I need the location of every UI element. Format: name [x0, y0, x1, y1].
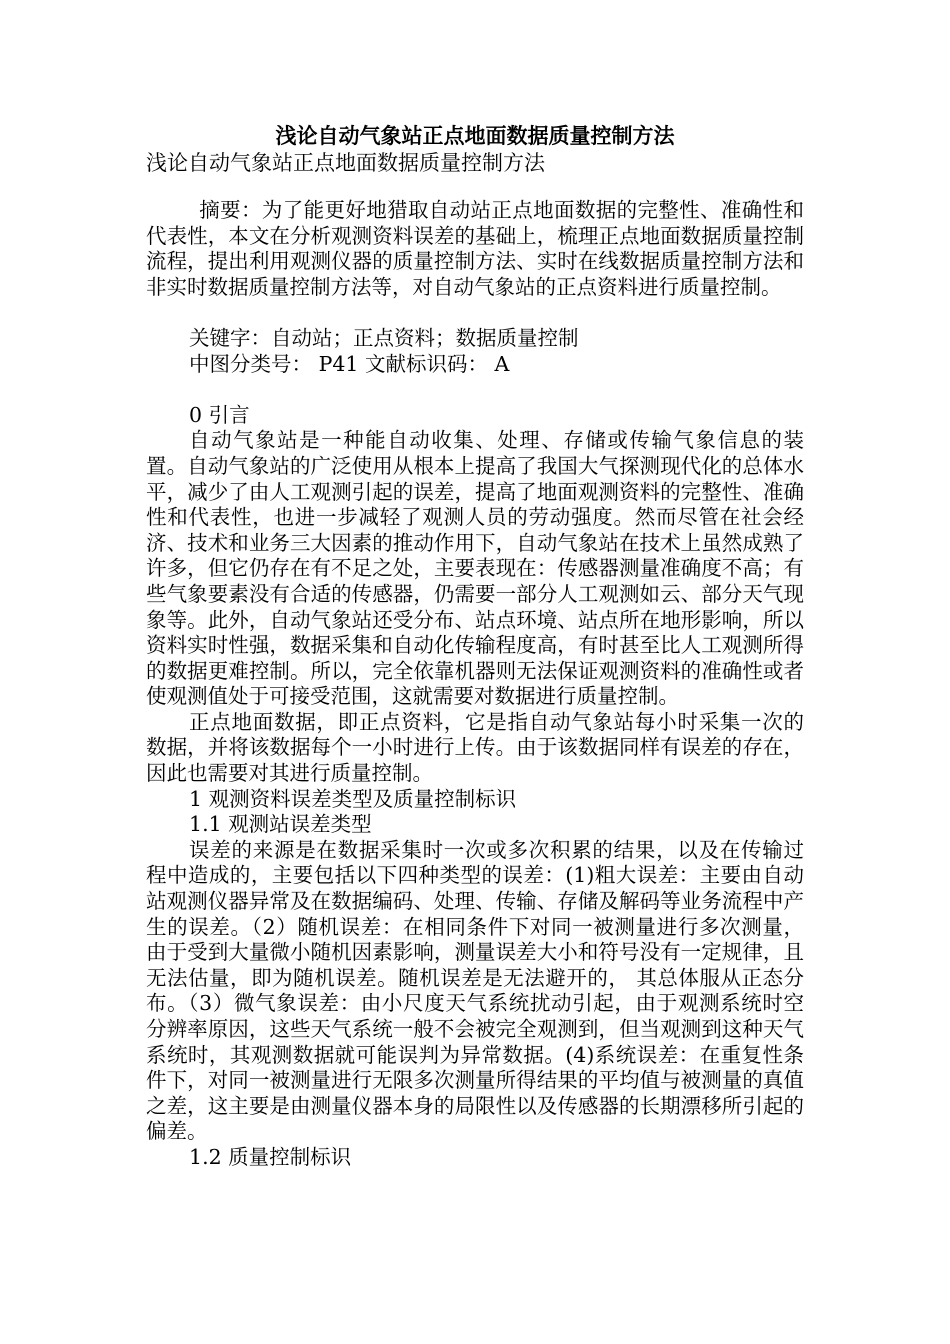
document-subtitle: 浅论自动气象站正点地面数据质量控制方法: [146, 151, 545, 175]
spacer: [146, 300, 804, 326]
keywords-line: 关键字：自动站；正点资料；数据质量控制: [189, 325, 579, 350]
document-title: 浅论自动气象站正点地面数据质量控制方法: [275, 124, 675, 148]
section-1-2-heading: 1.2 质量控制标识: [189, 1144, 352, 1169]
section-1-1-heading: 1.1 观测站误差类型: [189, 812, 372, 837]
document-body: [146, 198, 804, 1171]
section-1-heading: 1 观测资料误差类型及质量控制标识: [189, 786, 517, 811]
intro-paragraph-2: 正点地面数据，即正点资料，它是指自动气象站每小时采集一次的数据，并将该数据每个一小时进行上传。由于该数据同样有误差的存在，因此也需要对其进行质量控制。: [146, 709, 804, 786]
intro-paragraph-1: 自动气象站是一种能自动收集、处理、存储或传输气象信息的装置。自动气象站的广泛使用从根本上提高了我国大气探测现代化的总体水平，减少了由人工观测引起的误差，提高了地面观测资料的完整性、准确性和代表性，也进一步减轻了观测人员的劳动强度。然而尽管在社会经济、技术和业务三大因素的推动作用下，自动气象站在技术上虽然成熟了许多，但它仍存在有不足之处，主要表现在：传感器测量准确度不高；有些气象要素没有合适的传感器，仍需要一部分人工观测如云、部分天气现象等。此外，自动气象站还受分布、站点环境、站点所在地形影响，所以资料实时性强，数据采集和自动化传输程度高，有时甚至比人工观测所得的数据更难控制。所以，完全依靠机器则无法保证观测资料的准确性或者使观测值处于可接受范围，这就需要对数据进行质量控制。: [146, 428, 804, 709]
section-0-heading: 0 引言: [189, 402, 250, 427]
classification-line: 中图分类号： P41 文献标识码： A: [189, 351, 510, 376]
error-types-paragraph: 误差的来源是在数据采集时一次或多次积累的结果，以及在传输过程中造成的，主要包括以下四种类型的误差：(1)粗大误差：主要由自动站观测仪器异常及在数据编码、处理、传输、存储及解码等业务流程中产生的误差。（2）随机误差：在相同条件下对同一被测量进行多次测量，由于受到大量微小随机因素影响，测量误差大小和符号没有一定规律，且无法估量，即为随机误差。随机误差是无法避开的， 其总体服从正态分布。（3）微气象误差：由小尺度天气系统扰动引起，由于观测系统时空分辨率原因，这些天气系统一般不会被完全观测到，但当观测到这种天气系统时，其观测数据就可能误判为异常数据。(4)系统误差：在重复性条件下，对同一被测量进行无限多次测量所得结果的平均值与被测量的真值之差，这主要是由测量仪器本身的局限性以及传感器的长期漂移所引起的偏差。: [146, 837, 804, 1144]
abstract-paragraph: 摘要：为了能更好地猎取自动站正点地面数据的完整性、准确性和代表性，本文在分析观测资料误差的基础上，梳理正点地面数据质量控制流程，提出利用观测仪器的质量控制方法、实时在线数据质量控制方法和非实时数据质量控制方法等，对自动气象站的正点资料进行质量控制。: [146, 198, 804, 299]
spacer: [146, 377, 804, 403]
